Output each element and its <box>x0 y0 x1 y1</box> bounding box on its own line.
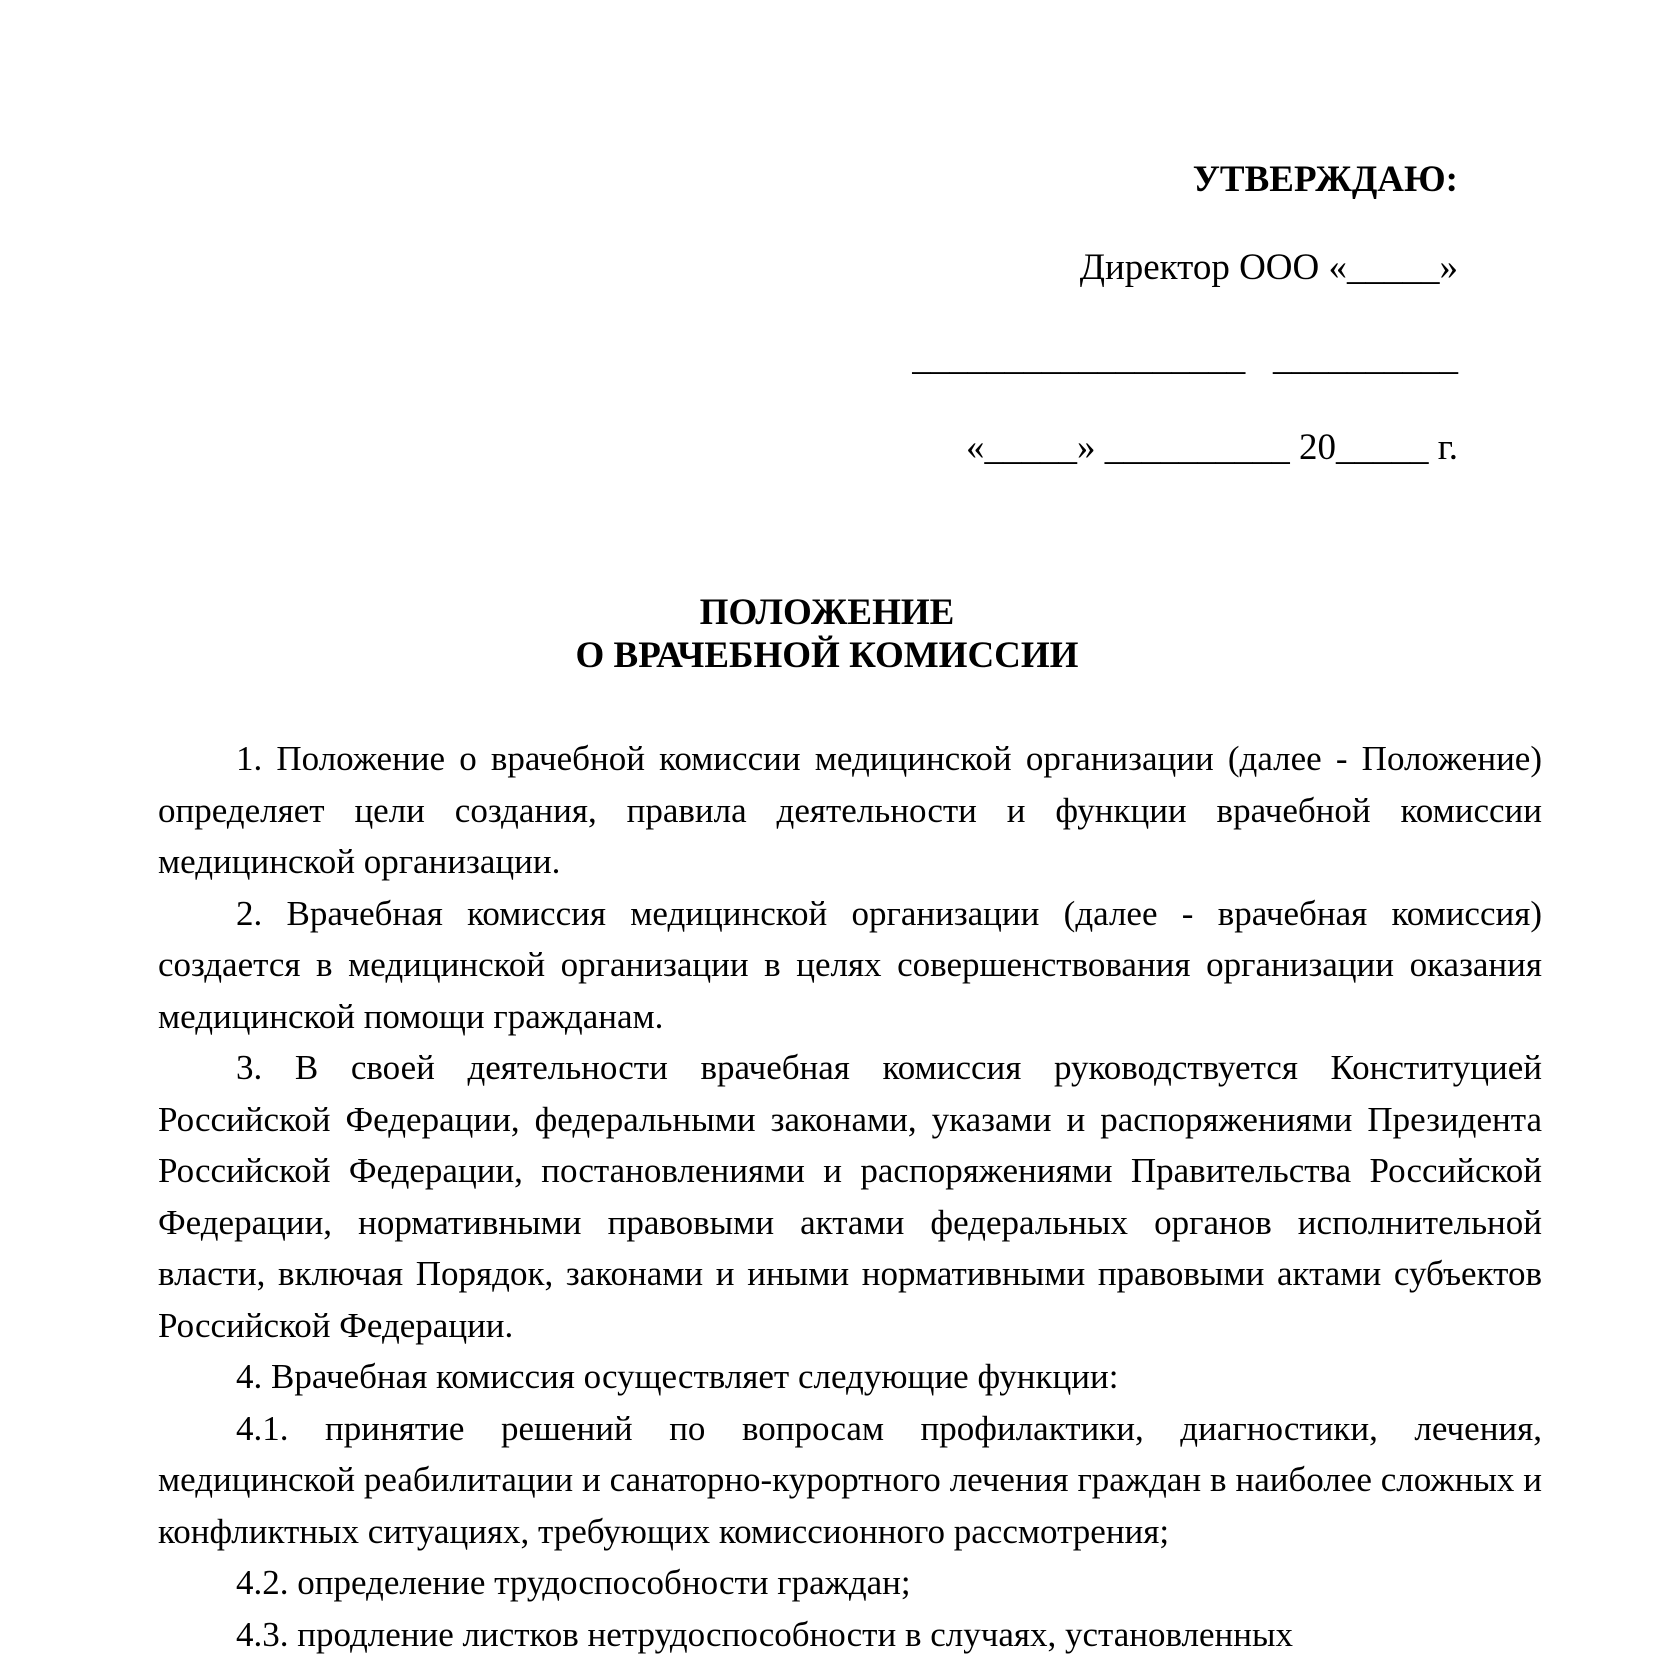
document-title: ПОЛОЖЕНИЕ <box>0 591 1654 635</box>
paragraph-4-3: 4.3. продление листков нетрудоспособности в случаях, установленных <box>158 1609 1542 1660</box>
paragraph-2: 2. Врачебная комиссия медицинской организации (далее - врачебная комиссия) создается в медицинской организации в целях совершенствования организации оказания медицинской помощи гражданам. <box>158 888 1542 1043</box>
paragraph-4-1: 4.1. принятие решений по вопросам профилактики, диагностики, лечения, медицинской реабилитации и санаторно-курортного лечения граждан в наиболее сложных и конфликтных ситуациях, требующих комиссионного рассмотрения; <box>158 1403 1542 1558</box>
document-subtitle: О ВРАЧЕБНОЙ КОМИССИИ <box>0 634 1654 678</box>
director-line: Директор ООО «_____» <box>1080 246 1458 290</box>
paragraph-4-2: 4.2. определение трудоспособности граждан; <box>158 1557 1542 1609</box>
date-line: «_____» __________ 20_____ г. <box>966 426 1458 470</box>
paragraph-1: 1. Положение о врачебной комиссии медицинской организации (далее - Положение) определяет цели создания, правила деятельности и функции врачебной комиссии медицинской организации. <box>158 733 1542 888</box>
signature-line: __________________ __________ <box>912 336 1458 380</box>
paragraph-3: 3. В своей деятельности врачебная комиссия руководствуется Конституцией Российской Федерации, федеральными законами, указами и распоряжениями Президента Российской Федерации, постановлениями и распоряжениями Правительства Российской Федерации, нормативными правовыми актами федеральных органов исполнительной власти, включая Порядок, законами и иными нормативными правовыми актами субъектов Российской Федерации. <box>158 1042 1542 1351</box>
approval-heading: УТВЕРЖДАЮ: <box>1193 158 1458 202</box>
paragraph-4: 4. Врачебная комиссия осуществляет следующие функции: <box>158 1351 1542 1403</box>
document-body <box>158 733 1542 1660</box>
